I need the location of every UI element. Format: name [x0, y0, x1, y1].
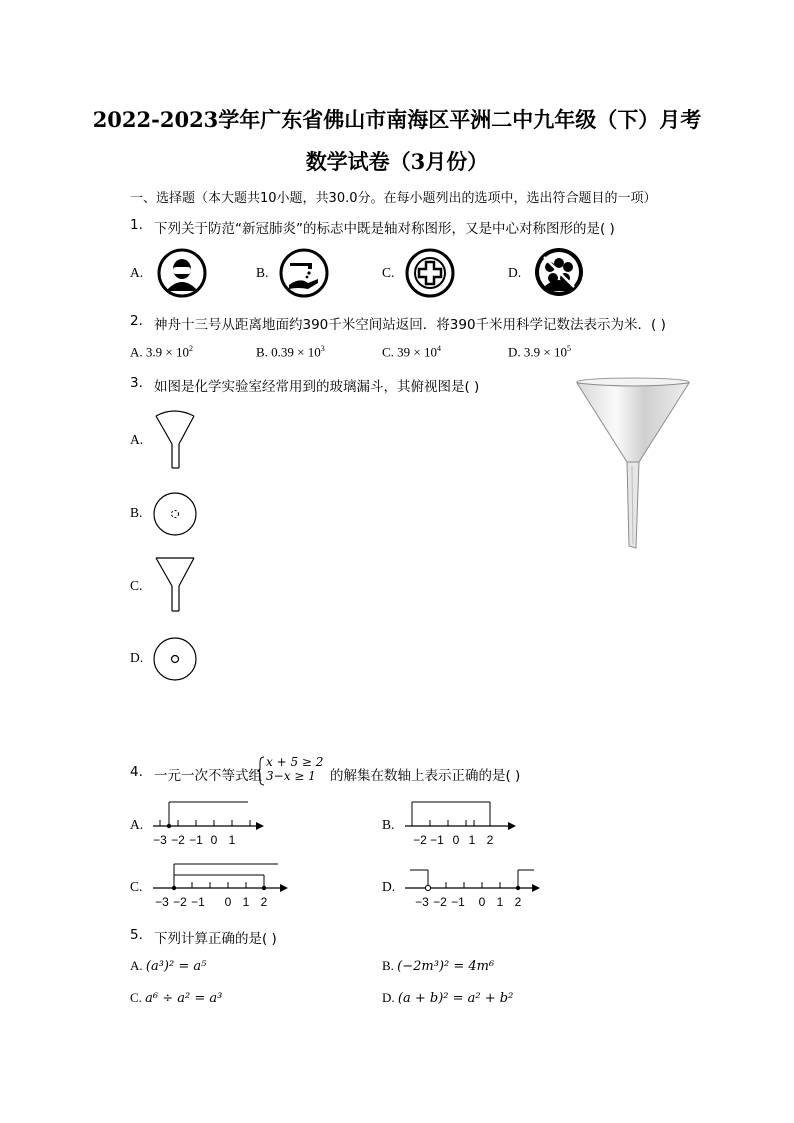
- axis-d-tick-5: 2: [514, 895, 522, 909]
- q2-option-c: C. $39 \times 10^4$: [382, 344, 442, 360]
- axis-d-tick-1: −2: [433, 895, 447, 909]
- axis-a-tick-4: 1: [228, 833, 236, 847]
- axis-d-tick-4: 1: [496, 895, 504, 909]
- axis-c-tick-1: −2: [173, 895, 187, 909]
- funnel-front-view-with-arc: [154, 408, 196, 470]
- concentric-circles-view: [152, 636, 198, 682]
- medical-cross-icon: [404, 247, 456, 299]
- axis-c-tick-2: −1: [191, 895, 205, 909]
- q5-option-c: C. a⁶ ÷ a² = a³: [130, 990, 223, 1006]
- axis-c-tick-0: −3: [155, 895, 169, 909]
- q4-option-a-label: A.: [130, 817, 144, 832]
- q2-option-b: B. $0.39 \times 10^3$: [256, 344, 325, 360]
- q1-option-a-label: A.: [130, 265, 144, 280]
- q1-number: 1.: [130, 217, 143, 233]
- q4-system-line2: 3−x ≥ 1: [266, 769, 316, 783]
- q4-text-after: 的解集在数轴上表示正确的是( ): [330, 768, 521, 784]
- q3-number: 3.: [130, 375, 143, 391]
- system-brace: [256, 756, 266, 786]
- q4-number: 4.: [130, 764, 143, 780]
- q4-text-before: 一元一次不等式组: [154, 768, 262, 784]
- q4-option-d-label: D.: [382, 879, 396, 894]
- q4-system-line1: x + 5 ≥ 2: [266, 755, 324, 769]
- q3-option-a-label: A.: [130, 432, 144, 447]
- q1-text: 下列关于防范“新冠肺炎”的标志中既是轴对称图形，又是中心对称图形的是( ): [154, 221, 615, 237]
- axis-c-tick-5: 2: [260, 895, 268, 909]
- circle-dotted-center-view: [152, 491, 198, 537]
- axis-c-tick-3: 0: [224, 895, 232, 909]
- q5-option-b: B. (−2m³)² = 4m⁶: [382, 958, 495, 974]
- q1-option-d-label: D.: [508, 265, 522, 280]
- number-line-c: [150, 858, 292, 910]
- exam-title-line1: 2022-2023学年广东省佛山市南海区平洲二中九年级（下）月考: [92, 107, 702, 132]
- axis-b-tick-0: −2: [413, 833, 427, 847]
- q3-option-c-label: C.: [130, 578, 143, 593]
- q2-option-d: D. $3.9 \times 10^5$: [508, 344, 571, 360]
- axis-a-tick-2: −1: [189, 833, 203, 847]
- exam-title-line2: 数学试卷（3月份）: [305, 149, 489, 174]
- q5-option-d: D. (a + b)² = a² + b²: [382, 990, 514, 1006]
- glass-funnel-illustration: [574, 376, 692, 552]
- q2-option-a: A. $3.9 \times 10^2$: [130, 344, 193, 360]
- axis-b-tick-3: 1: [468, 833, 476, 847]
- axis-d-tick-0: −3: [415, 895, 429, 909]
- handwash-icon: [278, 247, 330, 299]
- q5-number: 5.: [130, 927, 143, 943]
- q3-option-d-label: D.: [130, 650, 144, 665]
- axis-b-tick-4: 2: [486, 833, 494, 847]
- axis-c-tick-4: 1: [242, 895, 250, 909]
- q2-number: 2.: [130, 313, 143, 329]
- axis-a-tick-3: 0: [210, 833, 218, 847]
- q5-option-a: A. (a³)² = a⁵: [130, 958, 207, 974]
- number-line-d: [402, 858, 544, 910]
- q5-text: 下列计算正确的是( ): [154, 931, 277, 947]
- q4-option-b-label: B.: [382, 817, 395, 832]
- no-gathering-icon: [532, 245, 586, 299]
- q1-option-b-label: B.: [256, 265, 269, 280]
- axis-d-tick-2: −1: [451, 895, 465, 909]
- axis-d-tick-3: 0: [478, 895, 486, 909]
- funnel-front-view-flat: [154, 556, 196, 614]
- q3-text: 如图是化学实验室经常用到的玻璃漏斗，其俯视图是( ): [154, 379, 480, 395]
- number-line-a: [150, 796, 270, 848]
- number-line-b: [402, 796, 522, 848]
- q1-option-c-label: C.: [382, 265, 395, 280]
- q3-option-b-label: B.: [130, 505, 143, 520]
- q2-text: 神舟十三号从距离地面约390千米空间站返回．将390千米用科学记数法表示为米．( ): [154, 317, 666, 333]
- mask-person-icon: [156, 247, 208, 299]
- axis-b-tick-2: 0: [452, 833, 460, 847]
- axis-a-tick-0: −3: [153, 833, 167, 847]
- axis-a-tick-1: −2: [171, 833, 185, 847]
- section-heading: 一、选择题（本大题共10小题，共30.0分。在每小题列出的选项中，选出符合题目的一项）: [130, 191, 657, 206]
- axis-b-tick-1: −1: [430, 833, 444, 847]
- q4-option-c-label: C.: [130, 879, 143, 894]
